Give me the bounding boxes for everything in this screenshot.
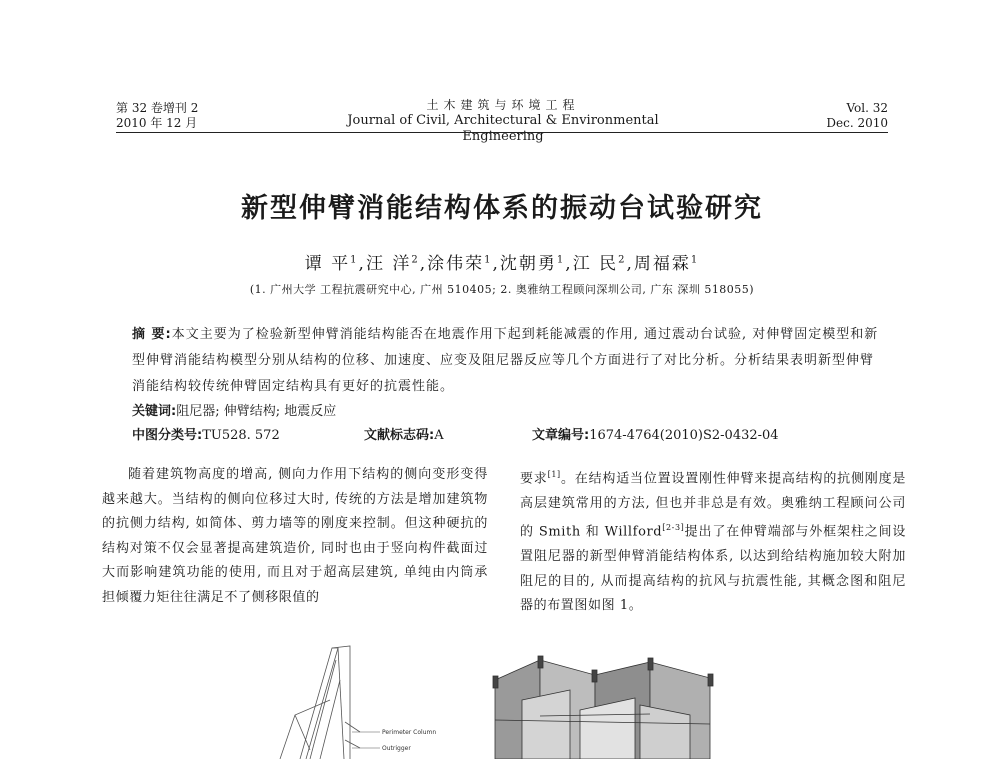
author-separator: ,: [492, 254, 500, 274]
doc-code-label: 文献标志码:: [364, 428, 435, 443]
author-affiliation-mark: 1: [484, 254, 493, 266]
author-separator: ,: [626, 254, 634, 274]
journal-volume-en: [822, 101, 888, 131]
figure-1: [240, 620, 800, 759]
abstract-label: 摘 要:: [132, 327, 172, 342]
citation: [2-3]: [662, 523, 685, 533]
abstract: [132, 322, 880, 400]
article-number-value: 1674-4764(2010)S2-0432-04: [589, 428, 779, 443]
journal-name: [310, 97, 696, 145]
concept-sketch: [280, 646, 360, 759]
body-column-left: 随着建筑物高度的增高, 侧向力作用下结构的侧向变形变得越来越大。当结构的侧向位移过大时, 传统的方法是增加建筑物的抗侧力结构, 如简体、剪力墙等的刚度来控制。但这种硬抗的结构对策不仅会显著提高建筑造价, 同时也由于竖向构件截面过大而影响建筑功能的使用, 而且对于超高层建筑, 单纯由内筒承担倾覆力矩往往满足不了侧移限值的: [102, 467, 488, 605]
body-text: 。在结构适当位置设置刚性伸臂来提高结构的抗侧刚度是高层建筑常用的方法, 但也并非总是有效。奥雅纳工程顾问公司的 Smith 和 Willford: [520, 471, 906, 540]
journal-name-cn: 土木建筑与环境工程: [426, 98, 580, 112]
author-affiliation-mark: 2: [618, 254, 627, 266]
volume-en: Vol. 32: [846, 101, 888, 115]
article-number: [532, 424, 779, 443]
citation: [1]: [547, 470, 561, 479]
clc-value: TU528. 572: [202, 428, 280, 443]
affiliations: (1. 广州大学 工程抗震研究中心, 广州 510405; 2. 奥雅纳工程顾问深圳公司, 广东 深圳 518055): [249, 283, 755, 296]
author: 汪 洋: [365, 254, 412, 274]
doc-code-value: A: [434, 428, 444, 443]
journal-name-en: Journal of Civil, Architectural & Environmental Engineering: [347, 113, 659, 144]
author: 涂伟荣: [427, 254, 485, 274]
model-render: [493, 656, 713, 759]
paper-title: 新型伸臂消能结构体系的振动台试验研究: [241, 193, 763, 224]
doc-code: [364, 424, 444, 443]
body-text: 提出了在伸臂端部与外框架柱之间设置阻尼器的新型伸臂消能结构体系, 以达到给结构施加较大附加阻尼的目的, 从而提高结构的抗风与抗震性能, 其概念图和阻尼器的布置图如图 1。: [520, 524, 906, 614]
clc-label: 中图分类号:: [132, 428, 203, 443]
label-perimeter-column: Perimeter Column: [382, 729, 437, 736]
keywords-label: 关键词:: [132, 404, 177, 419]
concept-labels: [352, 729, 436, 752]
author: 周福霖: [633, 254, 691, 274]
article-number-label: 文章编号:: [532, 428, 590, 443]
keywords-text: 阻尼器; 伸臂结构; 地震反应: [176, 404, 337, 419]
volume-issue: 第 32 卷增刊 2: [116, 101, 199, 115]
author-separator: ,: [419, 254, 428, 274]
date-en: Dec. 2010: [826, 116, 888, 130]
author-list: [116, 249, 888, 274]
author: 江 民: [572, 254, 619, 274]
label-outrigger: Outrigger: [382, 745, 411, 752]
issue-date: 2010 年 12 月: [116, 116, 198, 130]
clc-number: [132, 424, 280, 443]
journal-volume-info: [116, 101, 198, 131]
author-separator: ,: [358, 254, 366, 274]
header-rule: [116, 132, 888, 133]
abstract-text: 本文主要为了检验新型伸臂消能结构能否在地震作用下起到耗能减震的作用, 通过震动台试验, 对伸臂固定模型和新型伸臂消能结构模型分别从结构的位移、加速度、应变及阻尼器反应等几个方面进行了对比分析。分析结果表明新型伸臂消能结构较传统伸臂固定结构具有更好的抗震性能。: [132, 327, 879, 394]
author-affiliation-mark: 1: [350, 254, 359, 266]
keywords: [132, 400, 336, 419]
body-column-right: [520, 463, 906, 619]
author-affiliation-mark: 2: [411, 254, 420, 266]
body-text: 要求: [520, 471, 548, 487]
author-affiliation-mark: 1: [556, 254, 566, 266]
author-separator: ,: [565, 254, 573, 274]
author: 沈朝勇: [499, 254, 557, 274]
author: 谭 平: [304, 254, 351, 274]
author-affiliation-mark: 1: [690, 254, 700, 266]
